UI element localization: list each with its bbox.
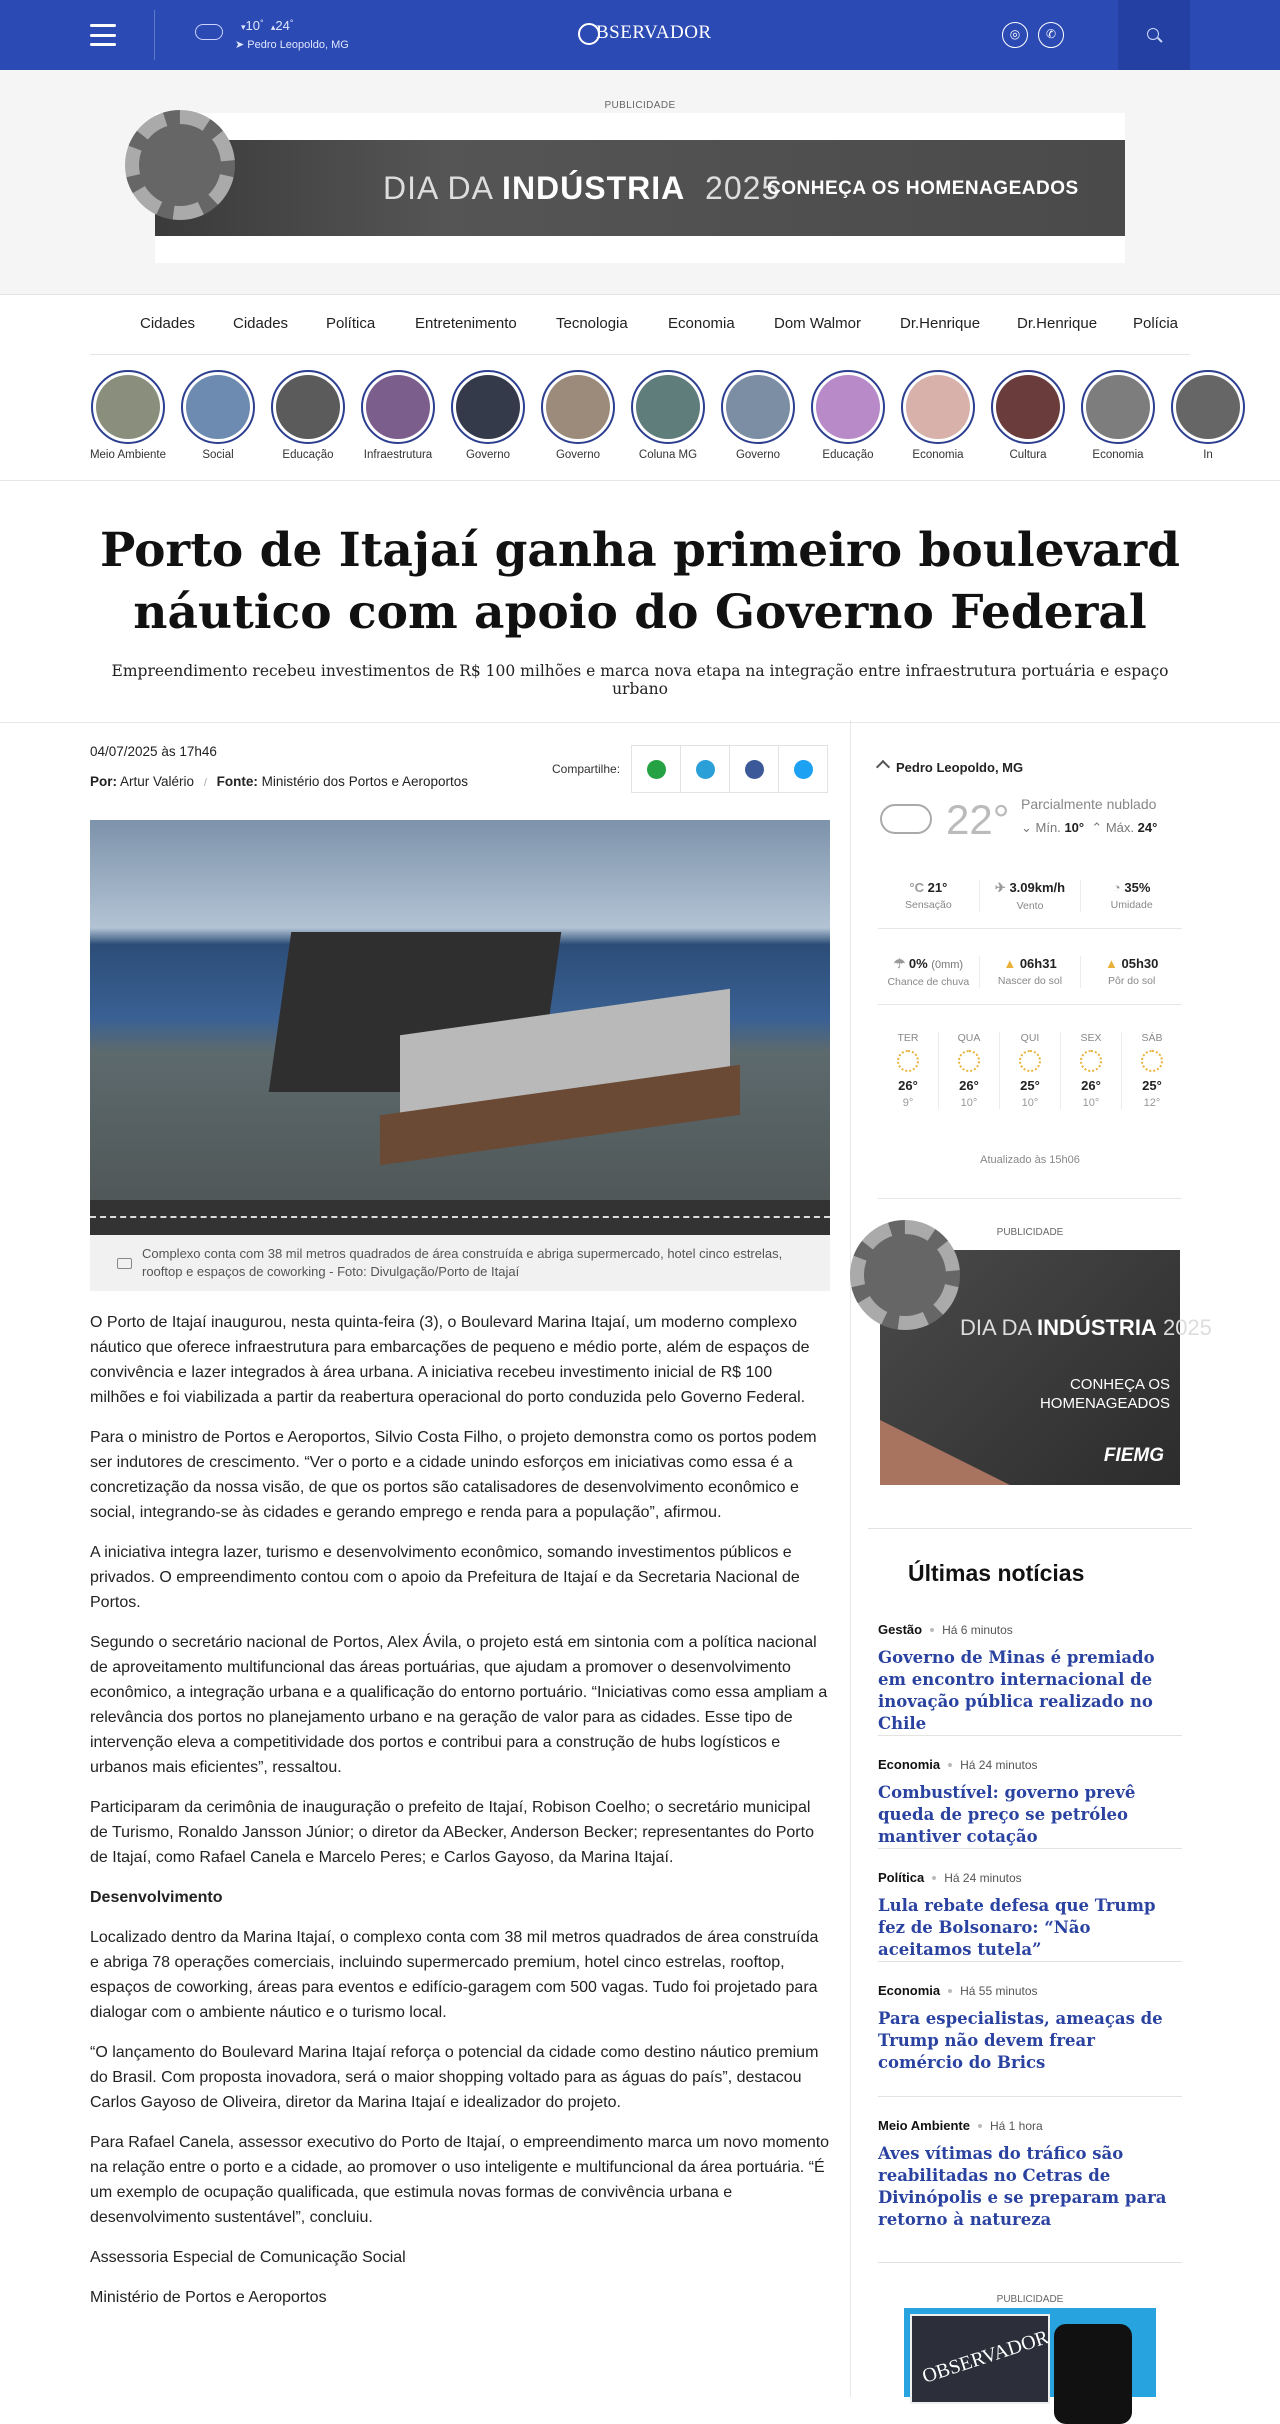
drop-icon: ◔ <box>1112 880 1121 895</box>
wind-stat: ✈ 3.09km/h Vento <box>980 880 1082 912</box>
weather-temp: 22° <box>946 796 1010 843</box>
header-divider <box>154 10 155 60</box>
ad-cta: CONHEÇA OS HOMENAGEADOS <box>1039 1376 1170 1412</box>
paragraph: Participaram da cerimônia de inauguração o prefeito de Itajaí, Robison Coelho; o secretário municipal de Turismo, Ronaldo Jansson Júnior; o diretor da ABecker, Anderson Becker; representantes do Porto de Itajaí, como Rafael Canela e Marcelo Peres; e Carlos Gayoso, da Marina Itajaí. <box>90 1799 814 1866</box>
paragraph: Para o ministro de Portos e Aeroportos, Silvio Costa Filho, o projeto demonstra como os portos podem ser indutores de crescimento. “Ver o porto e a cidade unindo esforços em iniciativas como essa é a concretização da nossa visão, de que os portos são catalisadores de desenvolvimento econômico e social, integrando-se às cidades e gerando emprego e renda para a população”, afirmou. <box>90 1429 817 1521</box>
forecast-day: SÁB 25° 12° <box>1141 1032 1163 1109</box>
image-caption <box>90 1235 830 1291</box>
news-category[interactable]: Economia <box>878 1983 941 1998</box>
nav-item[interactable]: Cidades <box>140 315 196 332</box>
camera-icon <box>117 1258 132 1269</box>
forecast-day: SEX 26° 10° <box>1061 1032 1122 1109</box>
sidebar-divider <box>868 1528 1192 1529</box>
telegram-icon <box>696 760 715 779</box>
weather-widget <box>878 760 1182 1166</box>
humidity-stat: ◔ 35% Umidade <box>1110 880 1153 911</box>
section-heading: Desenvolvimento <box>90 1889 223 1906</box>
story-thumb <box>1086 375 1150 439</box>
weather-location: Pedro Leopoldo, MG <box>878 760 1182 775</box>
story-item[interactable]: Coluna MG <box>628 370 708 461</box>
story-thumb <box>546 375 610 439</box>
news-link[interactable]: Para especialistas, ameaças de Trump não devem frear comércio do Brics <box>878 2009 1163 2072</box>
sun-icon <box>1141 1050 1163 1072</box>
weather-minmax: ⌄ Mín. 10° ⌃ Máx. 24° <box>1021 820 1158 835</box>
share-label: Compartilhe: <box>552 762 621 776</box>
top-ad[interactable] <box>155 113 1125 263</box>
header-temps: ▾10° ▴24° <box>241 18 294 33</box>
story-item[interactable]: Governo <box>718 370 798 461</box>
news-category[interactable]: Gestão <box>878 1622 923 1637</box>
article-hero-image <box>90 820 830 1235</box>
paragraph: Localizado dentro da Marina Itajaí, o complexo conta com 38 mil metros quadrados de área construída e abriga 78 operações comerciais, incluindo supermercado premium, hotel cinco estrelas, rooftop, espaços de coworking, áreas para eventos e edifício-garagem com 500 vagas. Tudo foi projetado para dialogar com o ambiente náutico e o turismo local. <box>90 1929 819 2021</box>
story-item[interactable]: Economia <box>1078 370 1158 461</box>
news-time: Há 55 minutos <box>960 1984 1038 1998</box>
sunset-stat: ▲ 05h30 Pôr do sol <box>1104 956 1159 987</box>
umbrella-icon: ☂ <box>893 956 906 971</box>
twitter-icon <box>794 760 813 779</box>
story-thumb <box>906 375 970 439</box>
ad-label: PUBLICIDADE <box>996 2294 1064 2305</box>
top-header <box>0 0 1280 70</box>
news-time: Há 1 hora <box>989 2119 1043 2133</box>
weather-condition: Parcialmente nublado <box>1021 796 1157 812</box>
article-subtitle: Empreendimento recebeu investimentos de R$ 100 milhões e marca nova etapa na integração entre infraestrutura portuária e espaço urbano <box>111 662 1169 698</box>
forecast-day: QUI 25° 10° <box>1000 1032 1061 1109</box>
nav-item[interactable]: Política <box>326 315 376 332</box>
forecast-day: QUA 26° 10° <box>939 1032 1000 1109</box>
sun-icon <box>1080 1050 1102 1072</box>
phone-image <box>1054 2324 1132 2424</box>
nav-item[interactable]: Entretenimento <box>415 315 517 332</box>
forecast-day: TER 26° 9° <box>878 1032 939 1109</box>
ad-brand: FIEMG <box>1103 1445 1164 1466</box>
paragraph: Ministério de Portos e Aeroportos <box>90 2289 327 2306</box>
paragraph: Segundo o secretário nacional de Portos, Alex Ávila, o projeto está em sintonia com a política nacional de aproveitamento multifuncional das áreas portuárias, que ajudam a promover o desenvolvimento econômico, a integração urbana e a qualificação do entorno portuário. “Iniciativas como essa ampliam a relevância dos portos no planejamento urbano e na geração de valor para as cidades. Esse tipo de intervenção eleva a competitividade dos portos e contribui para a construção de hubs logísticos e urbanos mais eficientes”, ressaltou. <box>90 1634 828 1776</box>
site-logo[interactable]: BSERVADOR <box>578 22 712 45</box>
story-thumb <box>726 375 790 439</box>
top-ad-zone <box>0 70 1280 295</box>
story-thumb <box>636 375 700 439</box>
nav-item[interactable]: Dr.Henrique <box>900 315 981 332</box>
story-thumb <box>366 375 430 439</box>
share-facebook-button[interactable] <box>729 745 779 793</box>
news-divider <box>878 2096 1182 2097</box>
article-date: 04/07/2025 às 17h46 <box>90 744 217 759</box>
news-item <box>878 2118 1182 2231</box>
story-item[interactable]: Economia <box>898 370 978 461</box>
sidebar-divider <box>850 720 851 2397</box>
sunrise-stat: ▲ 06h31 Nascer do sol <box>980 956 1082 988</box>
paragraph: Para Rafael Canela, assessor executivo do Porto de Itajaí, o empreendimento marca um novo momento na relação entre o porto e a cidade, ao promover o uso inteligente e multifuncional da área portuária. “É um exemplo de ocupação qualificada, que estimula novas formas de convivência urbana e desenvolvimento sustentável”, concluiu. <box>90 2134 830 2226</box>
story-item[interactable]: Cultura <box>988 370 1068 461</box>
story-item[interactable]: Educação <box>268 370 348 461</box>
sun-icon <box>1019 1050 1041 1072</box>
nav-item[interactable]: Cidades <box>233 315 289 332</box>
ad-panel <box>910 2314 1050 2404</box>
whatsapp-icon[interactable]: ✆ <box>1038 22 1064 48</box>
weather-updated: Atualizado às 15h06 <box>980 1154 1080 1166</box>
paragraph: Assessoria Especial de Comunicação Social <box>90 2249 406 2266</box>
news-link[interactable]: Governo de Minas é premiado em encontro internacional de inovação pública realizado no Chile <box>878 1648 1155 1733</box>
story-thumb <box>816 375 880 439</box>
share-telegram-button[interactable] <box>680 745 730 793</box>
article-title: Porto de Itajaí ganha primeiro boulevard náutico com apoio do Governo Federal <box>100 523 1181 640</box>
nav-item[interactable]: Dom Walmor <box>774 315 861 332</box>
sunrise-icon: ▲ <box>1003 956 1017 971</box>
thermometer-icon: °C <box>909 880 924 895</box>
sunset-icon: ▲ <box>1104 956 1118 971</box>
news-item <box>878 1757 1182 1848</box>
feels-like-stat: °C 21° Sensação <box>878 880 980 912</box>
search-button[interactable] <box>1118 0 1190 70</box>
nav-item[interactable]: Polícia <box>1133 315 1179 332</box>
story-thumb <box>276 375 340 439</box>
latest-news-title: Últimas notícias <box>908 1560 1085 1586</box>
section-divider <box>0 480 1280 481</box>
paragraph: A iniciativa integra lazer, turismo e desenvolvimento econômico, somando investimentos públicos e privados. O empreendimento contou com o apoio da Prefeitura de Itajaí e da Secretaria Nacional de Portos. <box>90 1544 800 1611</box>
story-strip <box>89 370 1213 470</box>
share-whatsapp-button[interactable] <box>631 745 681 793</box>
article-body <box>90 1310 830 2325</box>
news-time: Há 24 minutos <box>944 1871 1022 1885</box>
news-item <box>878 1870 1182 1961</box>
weather-stats-2 <box>878 956 1182 988</box>
article-source: Ministério dos Portos e Aeroportos <box>261 774 469 789</box>
story-item[interactable]: Meio Ambiente <box>88 370 168 461</box>
paragraph: O Porto de Itajaí inaugurou, nesta quinta-feira (3), o Boulevard Marina Itajaí, um moderno complexo náutico que oferece infraestrutura para embarcações de pequeno e médio porte, além de espaços de convivência e lazer integrados à área urbana. A iniciativa recebeu investimento inicial de R$ 100 milhões e foi viabilizada a partir da reabertura operacional do porto conduzida pelo Governo Federal. <box>90 1314 810 1406</box>
story-thumb <box>996 375 1060 439</box>
ad-cta: CONHEÇA OS HOMENAGEADOS <box>767 178 1079 199</box>
nav-item[interactable]: Economia <box>668 315 735 332</box>
story-item[interactable]: In <box>1168 370 1248 461</box>
menu-icon[interactable] <box>90 24 116 46</box>
paragraph: “O lançamento do Boulevard Marina Itajaí reforça o potencial da cidade como destino náutico premium do Brasil. Com proposta inovadora, será o maior shopping voltado para as águas do país”, destacou Carlos Gayoso de Oliveira, diretor da Marina Itajaí e idealizador do projeto. <box>90 2044 819 2111</box>
news-time: Há 24 minutos <box>960 1758 1038 1772</box>
news-link[interactable]: Combustível: governo prevê queda de preço se petróleo mantiver cotação <box>878 1783 1136 1846</box>
wind-icon: ✈ <box>994 880 1006 895</box>
story-item[interactable]: Educação <box>808 370 888 461</box>
sun-icon <box>897 1050 919 1072</box>
ad-shape <box>880 1420 1010 1485</box>
news-link[interactable]: Aves vítimas do tráfico são reabilitadas no Cetras de Divinópolis e se preparam para retorno à natureza <box>878 2144 1167 2229</box>
image-road <box>90 1200 830 1235</box>
story-item[interactable]: Social <box>178 370 258 461</box>
story-thumb <box>456 375 520 439</box>
location-arrow-icon <box>876 760 890 774</box>
weather-forecast <box>878 1032 1182 1109</box>
news-category[interactable]: Meio Ambiente <box>878 2118 970 2133</box>
news-divider <box>878 2262 1182 2263</box>
nav-item[interactable]: Dr.Henrique <box>1017 315 1098 332</box>
header-location: ➤ Pedro Leopoldo, MG <box>235 39 349 51</box>
ad-label: PUBLICIDADE <box>604 100 676 111</box>
story-item[interactable]: Governo <box>448 370 528 461</box>
news-category[interactable]: Economia <box>878 1757 941 1772</box>
cloud-icon <box>195 24 223 40</box>
whatsapp-icon <box>647 760 666 779</box>
section-divider <box>0 722 1280 723</box>
share-twitter-button[interactable] <box>778 745 828 793</box>
sun-icon <box>958 1050 980 1072</box>
ad-headline: DIA DA INDÚSTRIA 2025 <box>960 1315 1212 1340</box>
gear-icon <box>850 1220 960 1330</box>
story-item[interactable]: Infraestrutura <box>358 370 438 461</box>
ad-headline: DIA DA INDÚSTRIA 2025 <box>383 170 781 206</box>
news-item <box>878 1983 1182 2074</box>
facebook-icon <box>745 760 764 779</box>
story-thumb <box>1176 375 1240 439</box>
sidebar-ad[interactable] <box>880 1250 1212 1485</box>
story-thumb <box>186 375 250 439</box>
article-byline: Por: Artur Valério / Fonte: Ministério dos Portos e Aeroportos <box>90 774 469 789</box>
rain-chance-stat: ☂ 0% (0mm) Chance de chuva <box>878 956 980 988</box>
search-icon <box>1147 28 1159 40</box>
ad-logo: OBSERVADOR <box>919 2326 1052 2388</box>
instagram-icon[interactable]: ◎ <box>1002 22 1028 48</box>
category-nav <box>90 295 1190 355</box>
sidebar-ad-2[interactable] <box>904 2308 1156 2397</box>
news-category[interactable]: Política <box>878 1870 925 1885</box>
weather-divider <box>878 928 1182 929</box>
cloud-icon <box>880 804 932 834</box>
gear-icon <box>125 110 235 220</box>
news-divider <box>878 1735 1182 1736</box>
news-divider <box>878 1961 1182 1962</box>
weather-divider <box>878 1004 1182 1005</box>
nav-item[interactable]: Tecnologia <box>556 315 628 332</box>
article-author: Artur Valério <box>120 774 195 789</box>
news-link[interactable]: Lula rebate defesa que Trump fez de Bolsonaro: “Não aceitamos tutela” <box>878 1896 1156 1959</box>
top-ad-banner[interactable] <box>155 140 1125 236</box>
news-time: Há 6 minutos <box>942 1623 1013 1637</box>
weather-stats <box>878 880 1182 912</box>
news-item <box>878 1622 1182 1735</box>
story-thumb <box>96 375 160 439</box>
story-item[interactable]: Governo <box>538 370 618 461</box>
ad-label: PUBLICIDADE <box>996 1227 1064 1238</box>
caption-text: Complexo conta com 38 mil metros quadrados de área construída e abriga supermercado, hotel cinco estrelas, rooftop e espaços de coworking - Foto: Divulgação/Porto de Itajaí <box>142 1246 783 1279</box>
weather-divider <box>878 1198 1182 1199</box>
news-divider <box>878 1848 1182 1849</box>
